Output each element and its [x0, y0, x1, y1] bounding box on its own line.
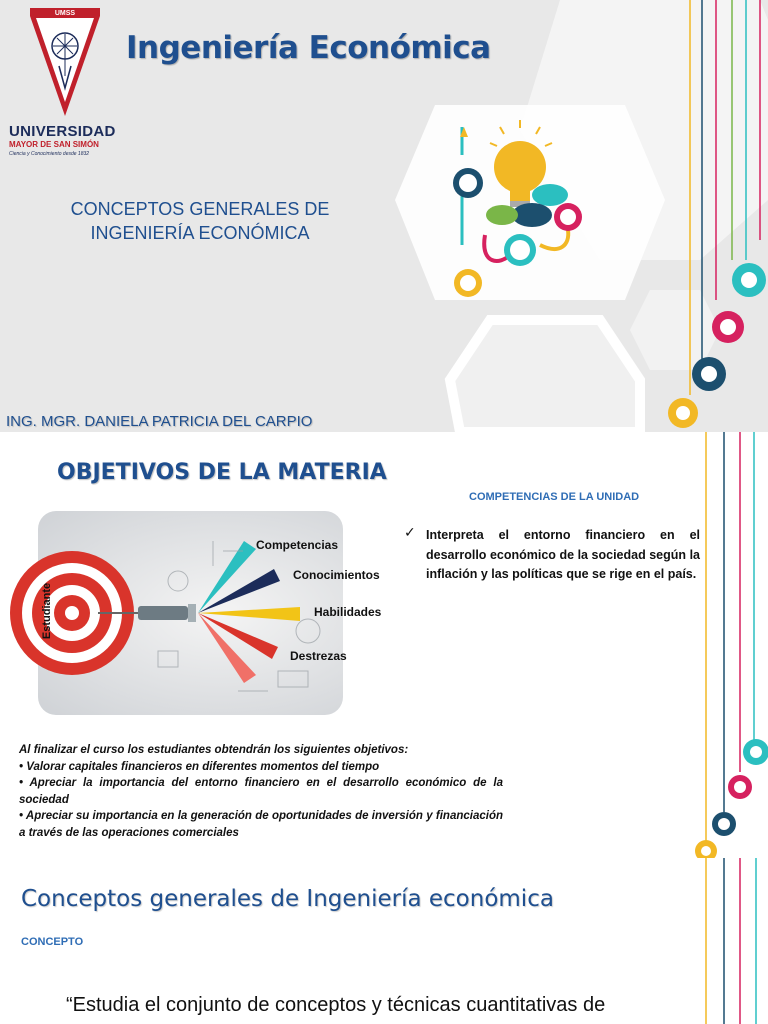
target-label: Estudiante [41, 582, 53, 640]
skill-label: Competencias [256, 538, 339, 552]
subtitle-line-2: INGENIERÍA ECONÓMICA [90, 223, 310, 243]
objectives-list [19, 742, 503, 841]
subtitle [50, 197, 350, 245]
hanging-gears-decoration-middle [690, 432, 768, 858]
concept-label: CONCEPTO [21, 936, 84, 948]
concepts-slide [0, 858, 768, 1024]
competency-text: Interpreta el entorno financiero en el desarrollo económico de la sociedad según la inflación y las políticas que se rige en el país. [426, 528, 700, 581]
main-title: Ingeniería Económica [126, 30, 491, 66]
target-diagram [38, 511, 382, 715]
university-name: UNIVERSIDAD [9, 123, 116, 140]
university-motto: Ciencia y Conocimiento desde 1832 [9, 151, 90, 157]
objective-item: • Apreciar su importancia en la generación de oportunidades de inversión y financiación a través de las operaciones comerciales [19, 810, 503, 839]
skill-label: Destrezas [290, 649, 347, 663]
hanging-gears-decoration-top [680, 0, 768, 432]
subtitle-line-1: CONCEPTOS GENERALES DE [70, 199, 330, 219]
university-subtitle: MAYOR DE SAN SIMÓN [9, 140, 99, 149]
title-slide [0, 0, 768, 432]
skill-label: Conocimientos [293, 568, 380, 582]
logo-text: UMSS [54, 10, 76, 17]
lightbulb-illustration [440, 115, 590, 305]
objectives-intro: Al finalizar el curso los estudiantes obtendrán los siguientes objetivos: [19, 744, 409, 756]
objective-item: • Apreciar la importancia del entorno financiero en el desarrollo económico de la sociedad [19, 777, 503, 806]
hanging-lines-decoration-bottom [700, 858, 768, 1024]
competencies-title: COMPETENCIAS DE LA UNIDAD [469, 491, 640, 503]
objectives-title: OBJETIVOS DE LA MATERIA [57, 460, 387, 485]
concepts-title: Conceptos generales de Ingeniería económica [21, 886, 554, 912]
skill-label: Habilidades [314, 605, 382, 619]
concept-quote: “Estudia el conjunto de conceptos y técnicas cuantitativas de [66, 994, 606, 1016]
university-logo [28, 6, 102, 118]
objectives-slide [0, 432, 768, 858]
author-name: ING. MGR. DANIELA PATRICIA DEL CARPIO [6, 413, 313, 430]
checkmark-icon: ✓ [404, 525, 416, 541]
objective-item: • Valorar capitales financieros en diferentes momentos del tiempo [19, 760, 380, 773]
